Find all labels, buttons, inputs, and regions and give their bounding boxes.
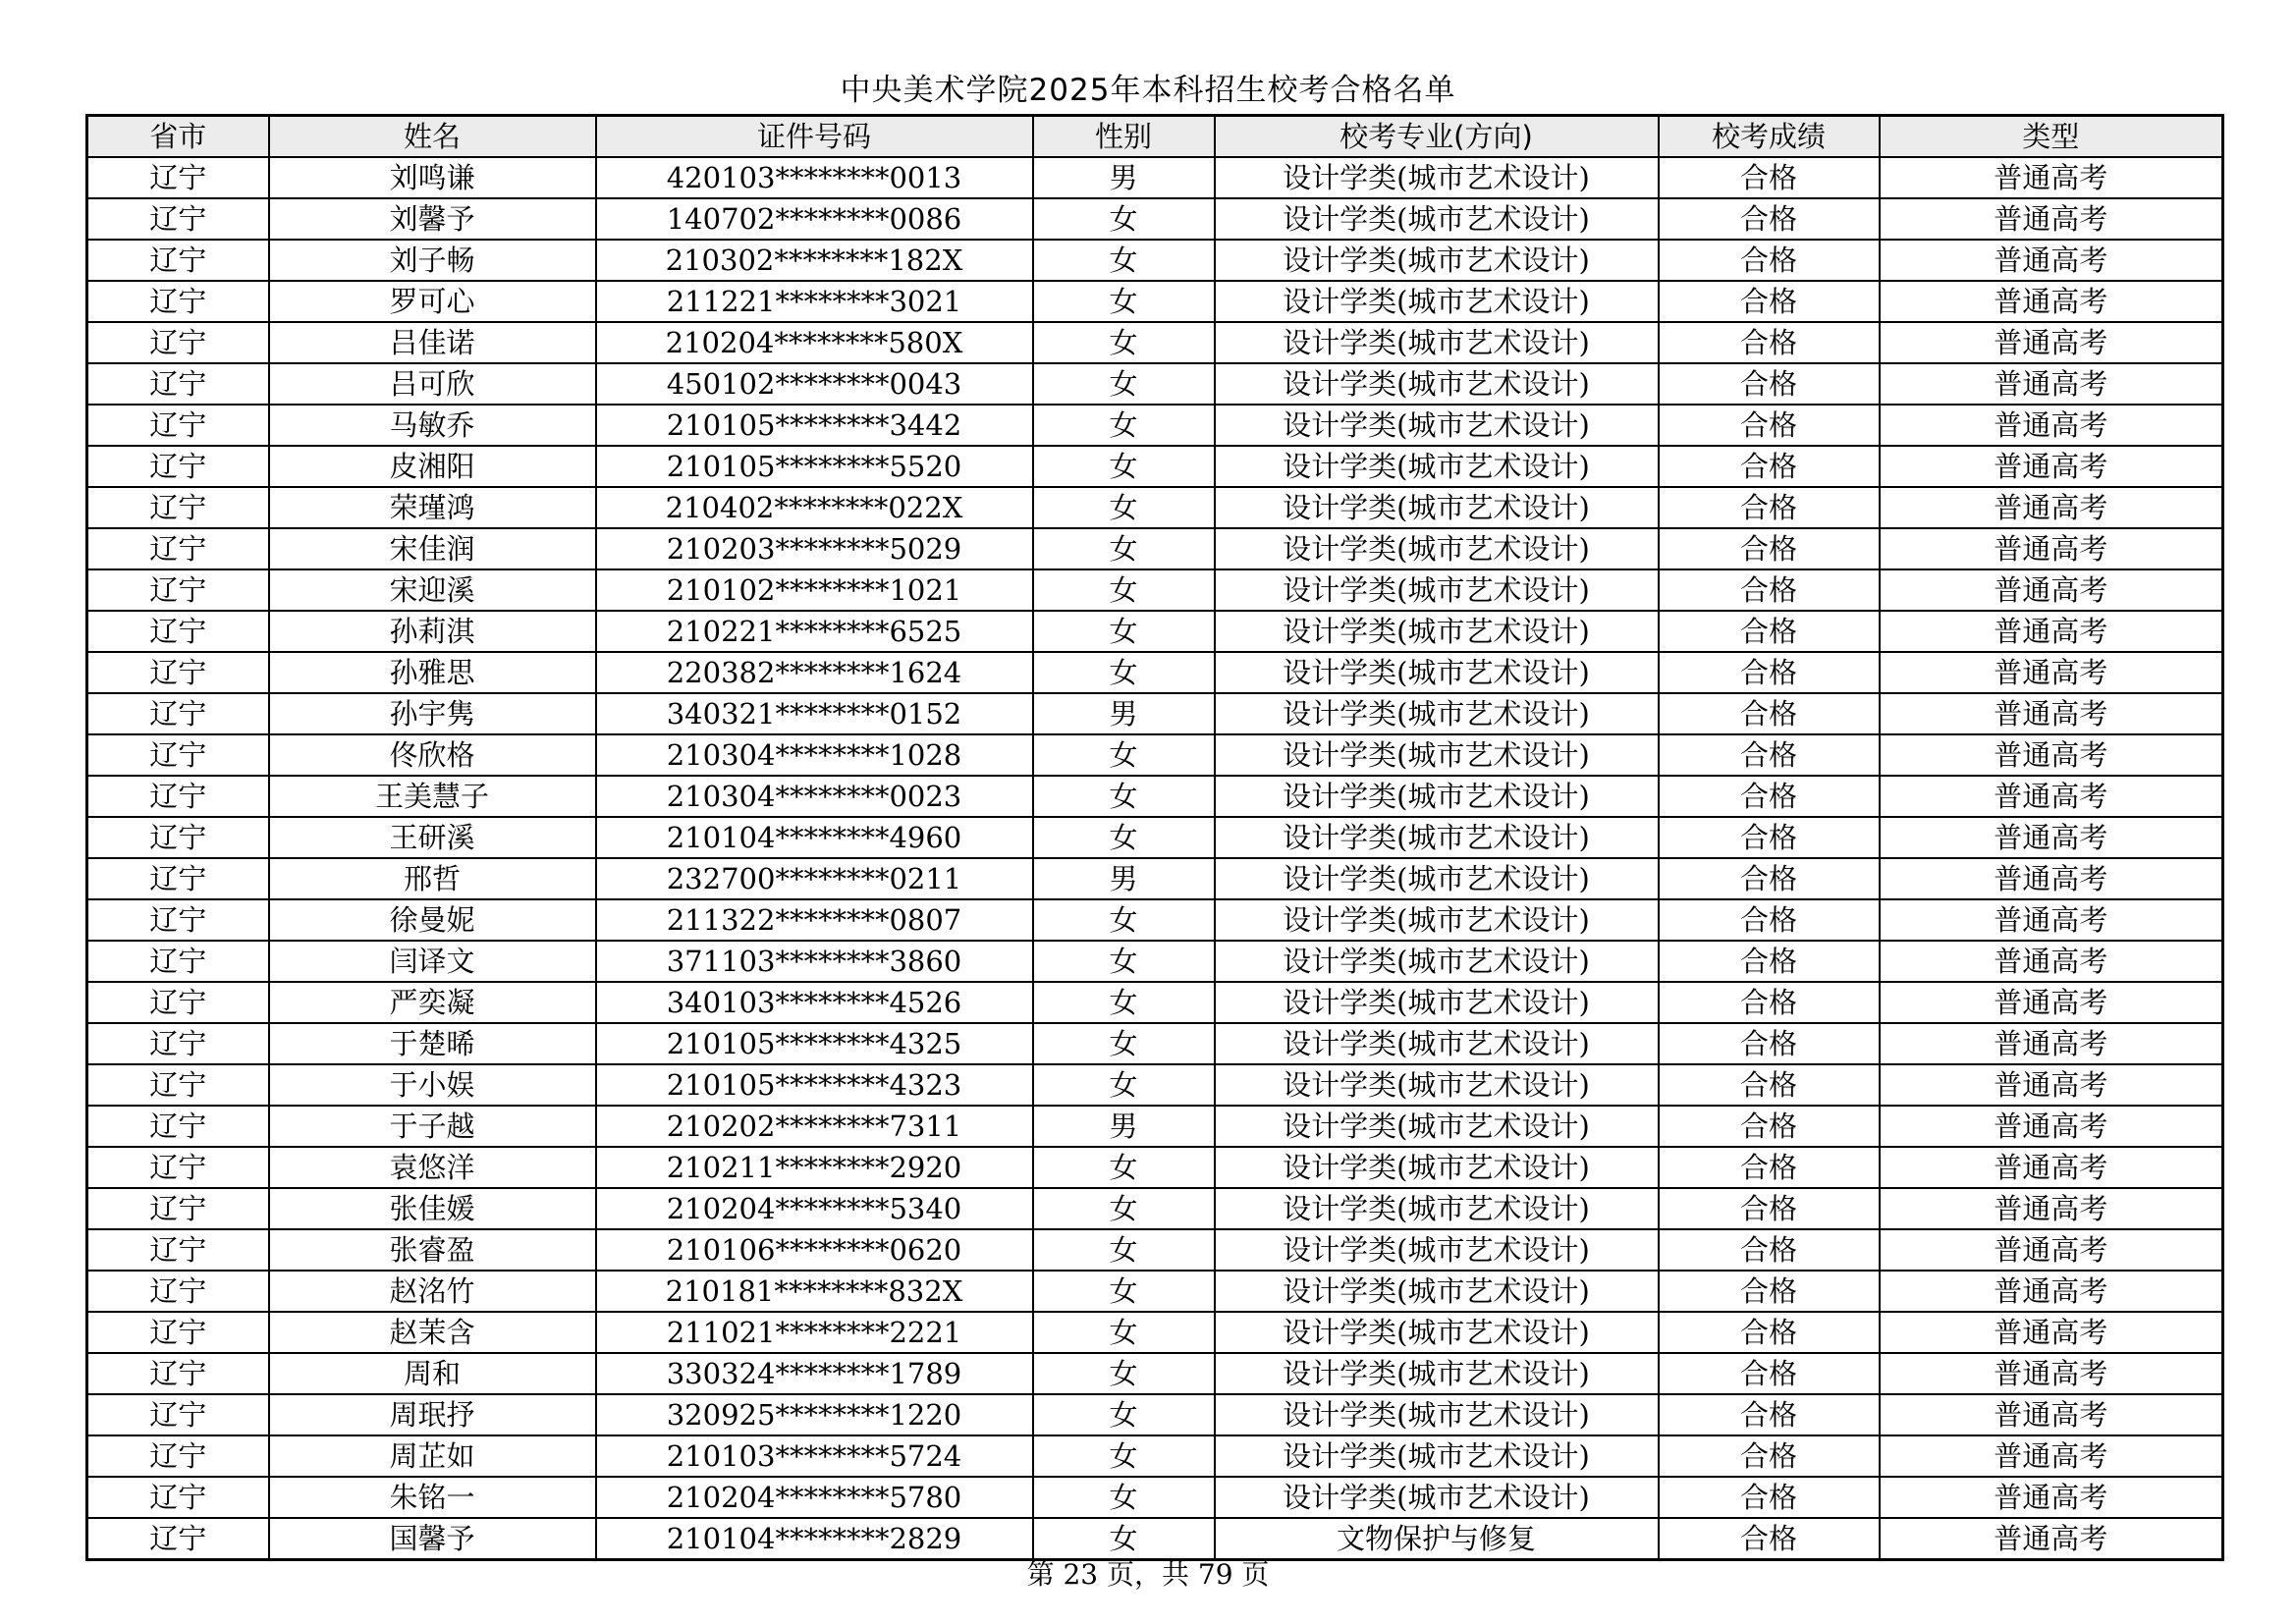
cell-gender: 女 xyxy=(1033,198,1215,240)
cell-type: 普通高考 xyxy=(1880,446,2223,487)
cell-gender: 女 xyxy=(1033,1023,1215,1064)
cell-major: 设计学类(城市艺术设计) xyxy=(1215,1477,1659,1518)
cell-major: 设计学类(城市艺术设计) xyxy=(1215,776,1659,817)
cell-name: 孙雅思 xyxy=(269,652,596,693)
cell-province: 辽宁 xyxy=(87,1312,269,1353)
cell-province: 辽宁 xyxy=(87,1147,269,1188)
cell-type: 普通高考 xyxy=(1880,776,2223,817)
cell-major: 设计学类(城市艺术设计) xyxy=(1215,405,1659,446)
cell-id-number: 210204********580X xyxy=(596,322,1033,363)
cell-gender: 女 xyxy=(1033,363,1215,405)
cell-id-number: 210104********2829 xyxy=(596,1518,1033,1560)
cell-type: 普通高考 xyxy=(1880,1477,2223,1518)
cell-gender: 女 xyxy=(1033,734,1215,776)
cell-major: 设计学类(城市艺术设计) xyxy=(1215,240,1659,281)
cell-name: 周和 xyxy=(269,1353,596,1394)
cell-major: 设计学类(城市艺术设计) xyxy=(1215,1106,1659,1147)
cell-gender: 女 xyxy=(1033,1477,1215,1518)
header-province: 省市 xyxy=(87,116,269,158)
cell-name: 王研溪 xyxy=(269,817,596,858)
cell-province: 辽宁 xyxy=(87,776,269,817)
cell-result: 合格 xyxy=(1659,1188,1880,1229)
cell-type: 普通高考 xyxy=(1880,1023,2223,1064)
cell-id-number: 210204********5340 xyxy=(596,1188,1033,1229)
cell-gender: 女 xyxy=(1033,281,1215,322)
page-footer: 第 23 页，共 79 页 xyxy=(1026,1558,1270,1591)
cell-result: 合格 xyxy=(1659,322,1880,363)
cell-id-number: 210211********2920 xyxy=(596,1147,1033,1188)
cell-result: 合格 xyxy=(1659,528,1880,569)
cell-name: 吕可欣 xyxy=(269,363,596,405)
cell-type: 普通高考 xyxy=(1880,899,2223,941)
cell-gender: 女 xyxy=(1033,528,1215,569)
cell-type: 普通高考 xyxy=(1880,569,2223,611)
cell-result: 合格 xyxy=(1659,1023,1880,1064)
cell-name: 吕佳诺 xyxy=(269,322,596,363)
cell-name: 刘馨予 xyxy=(269,198,596,240)
cell-type: 普通高考 xyxy=(1880,1064,2223,1106)
cell-name: 闫译文 xyxy=(269,941,596,982)
cell-province: 辽宁 xyxy=(87,611,269,652)
table-body xyxy=(87,157,2223,1560)
cell-result: 合格 xyxy=(1659,982,1880,1023)
cell-province: 辽宁 xyxy=(87,281,269,322)
table-row xyxy=(87,982,2223,1023)
cell-gender: 男 xyxy=(1033,858,1215,899)
cell-id-number: 210106********0620 xyxy=(596,1229,1033,1271)
cell-type: 普通高考 xyxy=(1880,157,2223,198)
cell-id-number: 450102********0043 xyxy=(596,363,1033,405)
table-row xyxy=(87,322,2223,363)
cell-province: 辽宁 xyxy=(87,1477,269,1518)
cell-result: 合格 xyxy=(1659,941,1880,982)
cell-id-number: 210304********0023 xyxy=(596,776,1033,817)
cell-name: 赵洺竹 xyxy=(269,1271,596,1312)
cell-major: 设计学类(城市艺术设计) xyxy=(1215,941,1659,982)
cell-gender: 女 xyxy=(1033,1518,1215,1560)
table-row xyxy=(87,899,2223,941)
cell-result: 合格 xyxy=(1659,281,1880,322)
cell-result: 合格 xyxy=(1659,1064,1880,1106)
cell-name: 佟欣格 xyxy=(269,734,596,776)
cell-id-number: 210204********5780 xyxy=(596,1477,1033,1518)
cell-result: 合格 xyxy=(1659,1477,1880,1518)
cell-gender: 男 xyxy=(1033,693,1215,734)
table-row xyxy=(87,198,2223,240)
cell-id-number: 210104********4960 xyxy=(596,817,1033,858)
cell-id-number: 232700********0211 xyxy=(596,858,1033,899)
cell-province: 辽宁 xyxy=(87,734,269,776)
cell-gender: 女 xyxy=(1033,817,1215,858)
document-title: 中央美术学院2025年本科招生校考合格名单 xyxy=(840,73,1456,108)
cell-major: 设计学类(城市艺术设计) xyxy=(1215,487,1659,528)
cell-type: 普通高考 xyxy=(1880,1394,2223,1435)
cell-gender: 女 xyxy=(1033,405,1215,446)
cell-major: 设计学类(城市艺术设计) xyxy=(1215,1188,1659,1229)
cell-id-number: 210181********832X xyxy=(596,1271,1033,1312)
table-row xyxy=(87,1023,2223,1064)
cell-result: 合格 xyxy=(1659,446,1880,487)
cell-id-number: 220382********1624 xyxy=(596,652,1033,693)
cell-result: 合格 xyxy=(1659,1147,1880,1188)
cell-result: 合格 xyxy=(1659,1229,1880,1271)
cell-name: 邢哲 xyxy=(269,858,596,899)
cell-result: 合格 xyxy=(1659,487,1880,528)
cell-result: 合格 xyxy=(1659,405,1880,446)
cell-name: 刘子畅 xyxy=(269,240,596,281)
table-row xyxy=(87,1435,2223,1477)
cell-province: 辽宁 xyxy=(87,240,269,281)
cell-result: 合格 xyxy=(1659,817,1880,858)
table-row xyxy=(87,1188,2223,1229)
cell-id-number: 371103********3860 xyxy=(596,941,1033,982)
cell-name: 周芷如 xyxy=(269,1435,596,1477)
cell-major: 设计学类(城市艺术设计) xyxy=(1215,446,1659,487)
cell-id-number: 420103********0013 xyxy=(596,157,1033,198)
cell-gender: 女 xyxy=(1033,487,1215,528)
cell-id-number: 320925********1220 xyxy=(596,1394,1033,1435)
table-row xyxy=(87,1106,2223,1147)
cell-gender: 女 xyxy=(1033,1147,1215,1188)
cell-id-number: 210105********5520 xyxy=(596,446,1033,487)
cell-gender: 女 xyxy=(1033,611,1215,652)
cell-type: 普通高考 xyxy=(1880,1229,2223,1271)
table-row xyxy=(87,569,2223,611)
cell-result: 合格 xyxy=(1659,1312,1880,1353)
cell-type: 普通高考 xyxy=(1880,240,2223,281)
cell-gender: 女 xyxy=(1033,1188,1215,1229)
cell-type: 普通高考 xyxy=(1880,1271,2223,1312)
table-row xyxy=(87,652,2223,693)
cell-name: 刘鸣谦 xyxy=(269,157,596,198)
header-name: 姓名 xyxy=(269,116,596,158)
table-row xyxy=(87,817,2223,858)
cell-major: 设计学类(城市艺术设计) xyxy=(1215,198,1659,240)
cell-major: 设计学类(城市艺术设计) xyxy=(1215,569,1659,611)
table-row xyxy=(87,240,2223,281)
cell-gender: 女 xyxy=(1033,1353,1215,1394)
cell-type: 普通高考 xyxy=(1880,363,2223,405)
table-row xyxy=(87,858,2223,899)
cell-major: 设计学类(城市艺术设计) xyxy=(1215,281,1659,322)
cell-type: 普通高考 xyxy=(1880,817,2223,858)
cell-name: 于子越 xyxy=(269,1106,596,1147)
cell-name: 荣瑾鸿 xyxy=(269,487,596,528)
cell-gender: 女 xyxy=(1033,1394,1215,1435)
cell-result: 合格 xyxy=(1659,652,1880,693)
cell-result: 合格 xyxy=(1659,858,1880,899)
cell-major: 设计学类(城市艺术设计) xyxy=(1215,363,1659,405)
cell-result: 合格 xyxy=(1659,734,1880,776)
cell-major: 设计学类(城市艺术设计) xyxy=(1215,858,1659,899)
cell-province: 辽宁 xyxy=(87,1106,269,1147)
cell-id-number: 210203********5029 xyxy=(596,528,1033,569)
cell-id-number: 210202********7311 xyxy=(596,1106,1033,1147)
cell-name: 张佳媛 xyxy=(269,1188,596,1229)
cell-type: 普通高考 xyxy=(1880,734,2223,776)
cell-province: 辽宁 xyxy=(87,1229,269,1271)
cell-id-number: 210105********4325 xyxy=(596,1023,1033,1064)
cell-type: 普通高考 xyxy=(1880,1312,2223,1353)
cell-province: 辽宁 xyxy=(87,1023,269,1064)
cell-name: 周珉抒 xyxy=(269,1394,596,1435)
cell-province: 辽宁 xyxy=(87,899,269,941)
cell-gender: 女 xyxy=(1033,569,1215,611)
cell-province: 辽宁 xyxy=(87,363,269,405)
header-type: 类型 xyxy=(1880,116,2223,158)
cell-id-number: 210402********022X xyxy=(596,487,1033,528)
cell-result: 合格 xyxy=(1659,1106,1880,1147)
cell-major: 设计学类(城市艺术设计) xyxy=(1215,982,1659,1023)
cell-province: 辽宁 xyxy=(87,817,269,858)
cell-major: 设计学类(城市艺术设计) xyxy=(1215,734,1659,776)
cell-name: 于楚晞 xyxy=(269,1023,596,1064)
cell-province: 辽宁 xyxy=(87,652,269,693)
cell-province: 辽宁 xyxy=(87,528,269,569)
cell-name: 袁悠洋 xyxy=(269,1147,596,1188)
cell-province: 辽宁 xyxy=(87,1394,269,1435)
cell-province: 辽宁 xyxy=(87,1435,269,1477)
cell-province: 辽宁 xyxy=(87,693,269,734)
cell-name: 皮湘阳 xyxy=(269,446,596,487)
cell-province: 辽宁 xyxy=(87,198,269,240)
table-row xyxy=(87,611,2223,652)
cell-major: 设计学类(城市艺术设计) xyxy=(1215,1394,1659,1435)
table-row xyxy=(87,281,2223,322)
cell-result: 合格 xyxy=(1659,693,1880,734)
cell-major: 设计学类(城市艺术设计) xyxy=(1215,1064,1659,1106)
cell-gender: 女 xyxy=(1033,322,1215,363)
cell-gender: 女 xyxy=(1033,652,1215,693)
cell-province: 辽宁 xyxy=(87,1271,269,1312)
table-row xyxy=(87,776,2223,817)
cell-id-number: 340103********4526 xyxy=(596,982,1033,1023)
cell-result: 合格 xyxy=(1659,1518,1880,1560)
cell-id-number: 211221********3021 xyxy=(596,281,1033,322)
cell-result: 合格 xyxy=(1659,899,1880,941)
cell-major: 设计学类(城市艺术设计) xyxy=(1215,899,1659,941)
cell-major: 设计学类(城市艺术设计) xyxy=(1215,1023,1659,1064)
cell-type: 普通高考 xyxy=(1880,528,2223,569)
cell-result: 合格 xyxy=(1659,1394,1880,1435)
cell-gender: 女 xyxy=(1033,1435,1215,1477)
cell-name: 国馨予 xyxy=(269,1518,596,1560)
cell-result: 合格 xyxy=(1659,1353,1880,1394)
table-row xyxy=(87,1147,2223,1188)
cell-type: 普通高考 xyxy=(1880,1188,2223,1229)
cell-province: 辽宁 xyxy=(87,569,269,611)
cell-type: 普通高考 xyxy=(1880,611,2223,652)
cell-id-number: 210105********4323 xyxy=(596,1064,1033,1106)
cell-id-number: 210105********3442 xyxy=(596,405,1033,446)
cell-name: 朱铭一 xyxy=(269,1477,596,1518)
cell-name: 孙宇隽 xyxy=(269,693,596,734)
cell-type: 普通高考 xyxy=(1880,693,2223,734)
cell-id-number: 340321********0152 xyxy=(596,693,1033,734)
cell-type: 普通高考 xyxy=(1880,1147,2223,1188)
table-row xyxy=(87,1477,2223,1518)
table-row xyxy=(87,1271,2223,1312)
table-row xyxy=(87,1518,2223,1560)
table-row xyxy=(87,1353,2223,1394)
cell-major: 文物保护与修复 xyxy=(1215,1518,1659,1560)
cell-province: 辽宁 xyxy=(87,157,269,198)
cell-province: 辽宁 xyxy=(87,982,269,1023)
cell-result: 合格 xyxy=(1659,363,1880,405)
cell-gender: 女 xyxy=(1033,899,1215,941)
cell-id-number: 330324********1789 xyxy=(596,1353,1033,1394)
cell-type: 普通高考 xyxy=(1880,1106,2223,1147)
cell-name: 宋迎溪 xyxy=(269,569,596,611)
table-row xyxy=(87,734,2223,776)
cell-major: 设计学类(城市艺术设计) xyxy=(1215,1229,1659,1271)
cell-major: 设计学类(城市艺术设计) xyxy=(1215,1271,1659,1312)
cell-id-number: 211021********2221 xyxy=(596,1312,1033,1353)
cell-id-number: 210103********5724 xyxy=(596,1435,1033,1477)
cell-major: 设计学类(城市艺术设计) xyxy=(1215,1435,1659,1477)
cell-id-number: 211322********0807 xyxy=(596,899,1033,941)
cell-id-number: 210302********182X xyxy=(596,240,1033,281)
cell-gender: 女 xyxy=(1033,446,1215,487)
cell-gender: 男 xyxy=(1033,157,1215,198)
cell-result: 合格 xyxy=(1659,198,1880,240)
cell-type: 普通高考 xyxy=(1880,858,2223,899)
cell-gender: 女 xyxy=(1033,1312,1215,1353)
cell-name: 罗可心 xyxy=(269,281,596,322)
admission-table xyxy=(85,114,2224,1561)
cell-name: 马敏乔 xyxy=(269,405,596,446)
table-row xyxy=(87,363,2223,405)
cell-province: 辽宁 xyxy=(87,405,269,446)
table-row xyxy=(87,487,2223,528)
cell-type: 普通高考 xyxy=(1880,982,2223,1023)
cell-result: 合格 xyxy=(1659,1271,1880,1312)
cell-major: 设计学类(城市艺术设计) xyxy=(1215,1353,1659,1394)
cell-gender: 男 xyxy=(1033,1106,1215,1147)
table-row xyxy=(87,1229,2223,1271)
cell-province: 辽宁 xyxy=(87,858,269,899)
cell-gender: 女 xyxy=(1033,982,1215,1023)
cell-major: 设计学类(城市艺术设计) xyxy=(1215,1312,1659,1353)
table-row xyxy=(87,405,2223,446)
cell-name: 严奕凝 xyxy=(269,982,596,1023)
table-row xyxy=(87,528,2223,569)
cell-province: 辽宁 xyxy=(87,322,269,363)
cell-name: 赵茉含 xyxy=(269,1312,596,1353)
cell-name: 王美慧子 xyxy=(269,776,596,817)
cell-gender: 女 xyxy=(1033,1271,1215,1312)
table-row xyxy=(87,1312,2223,1353)
cell-id-number: 140702********0086 xyxy=(596,198,1033,240)
table-row xyxy=(87,941,2223,982)
cell-name: 徐曼妮 xyxy=(269,899,596,941)
cell-province: 辽宁 xyxy=(87,487,269,528)
cell-province: 辽宁 xyxy=(87,1353,269,1394)
cell-type: 普通高考 xyxy=(1880,322,2223,363)
cell-name: 宋佳润 xyxy=(269,528,596,569)
cell-result: 合格 xyxy=(1659,569,1880,611)
cell-gender: 女 xyxy=(1033,776,1215,817)
cell-result: 合格 xyxy=(1659,776,1880,817)
cell-type: 普通高考 xyxy=(1880,1435,2223,1477)
cell-type: 普通高考 xyxy=(1880,281,2223,322)
cell-gender: 女 xyxy=(1033,1064,1215,1106)
cell-major: 设计学类(城市艺术设计) xyxy=(1215,693,1659,734)
cell-province: 辽宁 xyxy=(87,1518,269,1560)
cell-major: 设计学类(城市艺术设计) xyxy=(1215,322,1659,363)
cell-type: 普通高考 xyxy=(1880,1518,2223,1560)
cell-result: 合格 xyxy=(1659,240,1880,281)
cell-province: 辽宁 xyxy=(87,941,269,982)
cell-gender: 女 xyxy=(1033,941,1215,982)
cell-major: 设计学类(城市艺术设计) xyxy=(1215,652,1659,693)
cell-id-number: 210221********6525 xyxy=(596,611,1033,652)
cell-type: 普通高考 xyxy=(1880,198,2223,240)
cell-result: 合格 xyxy=(1659,611,1880,652)
header-id-number: 证件号码 xyxy=(596,116,1033,158)
table-row xyxy=(87,157,2223,198)
cell-id-number: 210304********1028 xyxy=(596,734,1033,776)
cell-major: 设计学类(城市艺术设计) xyxy=(1215,817,1659,858)
cell-major: 设计学类(城市艺术设计) xyxy=(1215,157,1659,198)
cell-province: 辽宁 xyxy=(87,1064,269,1106)
cell-gender: 女 xyxy=(1033,1229,1215,1271)
header-result: 校考成绩 xyxy=(1659,116,1880,158)
cell-result: 合格 xyxy=(1659,157,1880,198)
header-major: 校考专业(方向) xyxy=(1215,116,1659,158)
header-row xyxy=(87,116,2223,158)
cell-name: 于小娱 xyxy=(269,1064,596,1106)
cell-major: 设计学类(城市艺术设计) xyxy=(1215,1147,1659,1188)
cell-gender: 女 xyxy=(1033,240,1215,281)
table-row xyxy=(87,1394,2223,1435)
table-row xyxy=(87,693,2223,734)
table-row xyxy=(87,446,2223,487)
header-gender: 性别 xyxy=(1033,116,1215,158)
cell-province: 辽宁 xyxy=(87,1188,269,1229)
cell-major: 设计学类(城市艺术设计) xyxy=(1215,528,1659,569)
cell-type: 普通高考 xyxy=(1880,405,2223,446)
cell-type: 普通高考 xyxy=(1880,652,2223,693)
cell-province: 辽宁 xyxy=(87,446,269,487)
cell-name: 孙莉淇 xyxy=(269,611,596,652)
cell-id-number: 210102********1021 xyxy=(596,569,1033,611)
cell-type: 普通高考 xyxy=(1880,941,2223,982)
cell-type: 普通高考 xyxy=(1880,487,2223,528)
cell-result: 合格 xyxy=(1659,1435,1880,1477)
table-row xyxy=(87,1064,2223,1106)
cell-type: 普通高考 xyxy=(1880,1353,2223,1394)
cell-major: 设计学类(城市艺术设计) xyxy=(1215,611,1659,652)
cell-name: 张睿盈 xyxy=(269,1229,596,1271)
